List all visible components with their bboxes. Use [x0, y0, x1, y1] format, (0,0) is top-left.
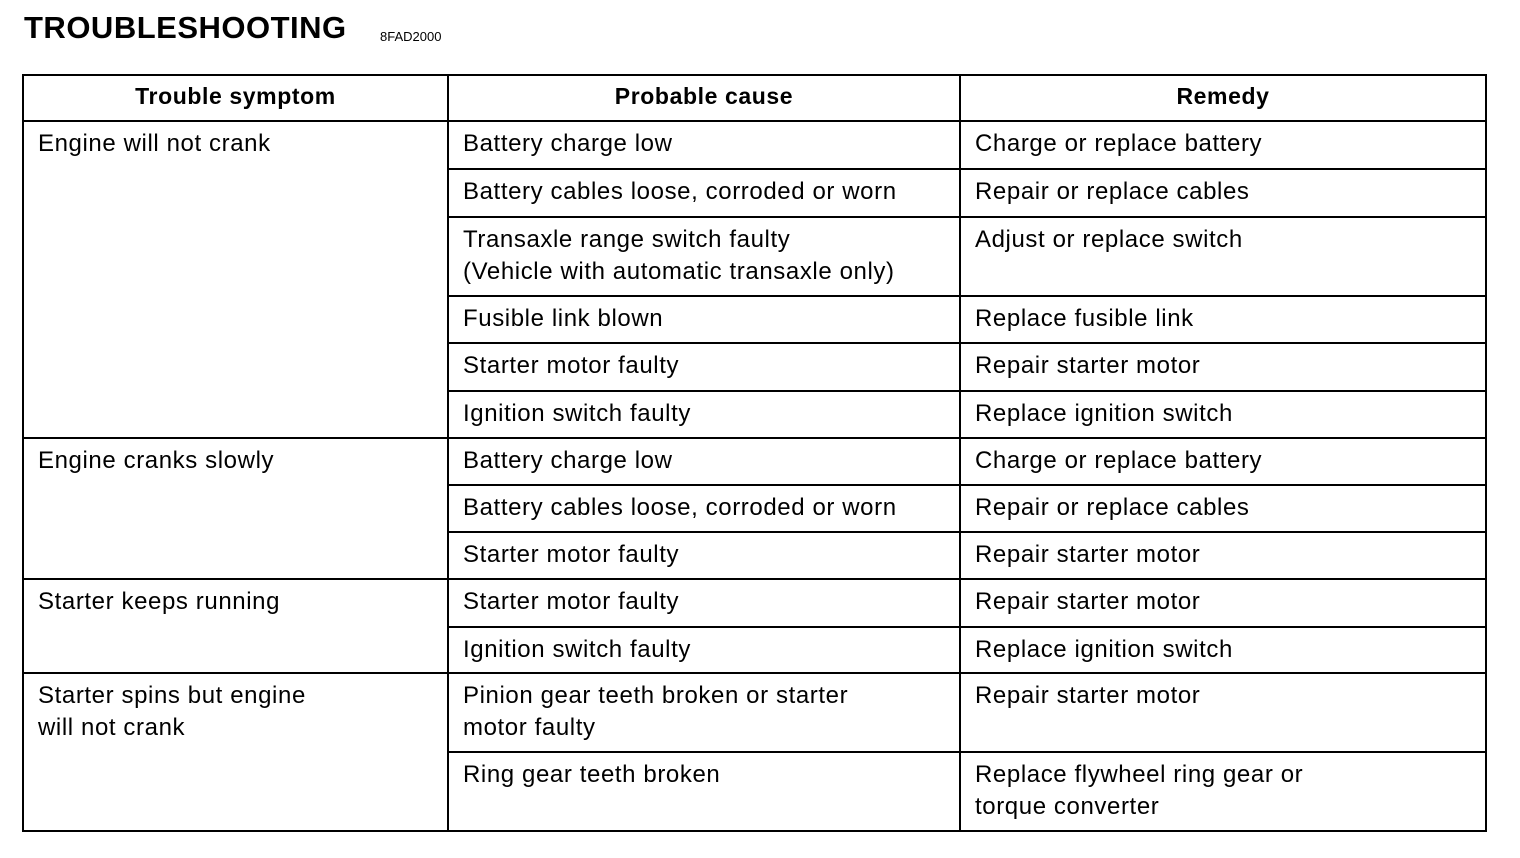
remedy-cell: Replace ignition switch	[960, 391, 1486, 438]
table-row	[23, 579, 1486, 627]
probable-cause-cell: Ignition switch faulty	[448, 391, 960, 438]
probable-cause-cell: Starter motor faulty	[448, 343, 960, 391]
remedy-cell: Repair starter motor	[960, 532, 1486, 579]
trouble-symptom-cell: Engine will not crank	[23, 121, 448, 438]
remedy-cell: Replace ignition switch	[960, 627, 1486, 673]
table-row	[23, 438, 1486, 485]
probable-cause-cell: Starter motor faulty	[448, 579, 960, 627]
header-probable-cause: Probable cause	[448, 75, 960, 121]
remedy-cell: Charge or replace battery	[960, 438, 1486, 485]
probable-cause-cell: Battery cables loose, corroded or worn	[448, 169, 960, 217]
page-title: TROUBLESHOOTING	[24, 10, 347, 45]
remedy-cell: Repair starter motor	[960, 579, 1486, 627]
probable-cause-cell: Battery charge low	[448, 121, 960, 169]
table-body	[23, 121, 1486, 831]
table-header-row	[23, 75, 1486, 121]
probable-cause-cell: Fusible link blown	[448, 296, 960, 343]
remedy-cell: Adjust or replace switch	[960, 217, 1486, 296]
remedy-cell: Repair or replace cables	[960, 485, 1486, 532]
troubleshooting-table	[22, 74, 1487, 832]
probable-cause-cell: Pinion gear teeth broken or starter motor faulty	[448, 673, 960, 752]
trouble-symptom-cell: Engine cranks slowly	[23, 438, 448, 579]
trouble-symptom-cell: Starter keeps running	[23, 579, 448, 673]
trouble-symptom-cell: Starter spins but engine will not crank	[23, 673, 448, 831]
table-row	[23, 673, 1486, 752]
header-trouble-symptom: Trouble symptom	[23, 75, 448, 121]
remedy-cell: Repair starter motor	[960, 343, 1486, 391]
probable-cause-cell: Ignition switch faulty	[448, 627, 960, 673]
table-row	[23, 121, 1486, 169]
probable-cause-cell: Ring gear teeth broken	[448, 752, 960, 831]
remedy-cell: Repair or replace cables	[960, 169, 1486, 217]
probable-cause-cell: Transaxle range switch faulty (Vehicle with automatic transaxle only)	[448, 217, 960, 296]
probable-cause-cell: Battery cables loose, corroded or worn	[448, 485, 960, 532]
header-remedy: Remedy	[960, 75, 1486, 121]
probable-cause-cell: Battery charge low	[448, 438, 960, 485]
remedy-cell: Replace fusible link	[960, 296, 1486, 343]
section-code: 8FAD2000	[380, 29, 442, 44]
remedy-cell: Repair starter motor	[960, 673, 1486, 752]
probable-cause-cell: Starter motor faulty	[448, 532, 960, 579]
remedy-cell: Charge or replace battery	[960, 121, 1486, 169]
remedy-cell: Replace flywheel ring gear or torque converter	[960, 752, 1486, 831]
